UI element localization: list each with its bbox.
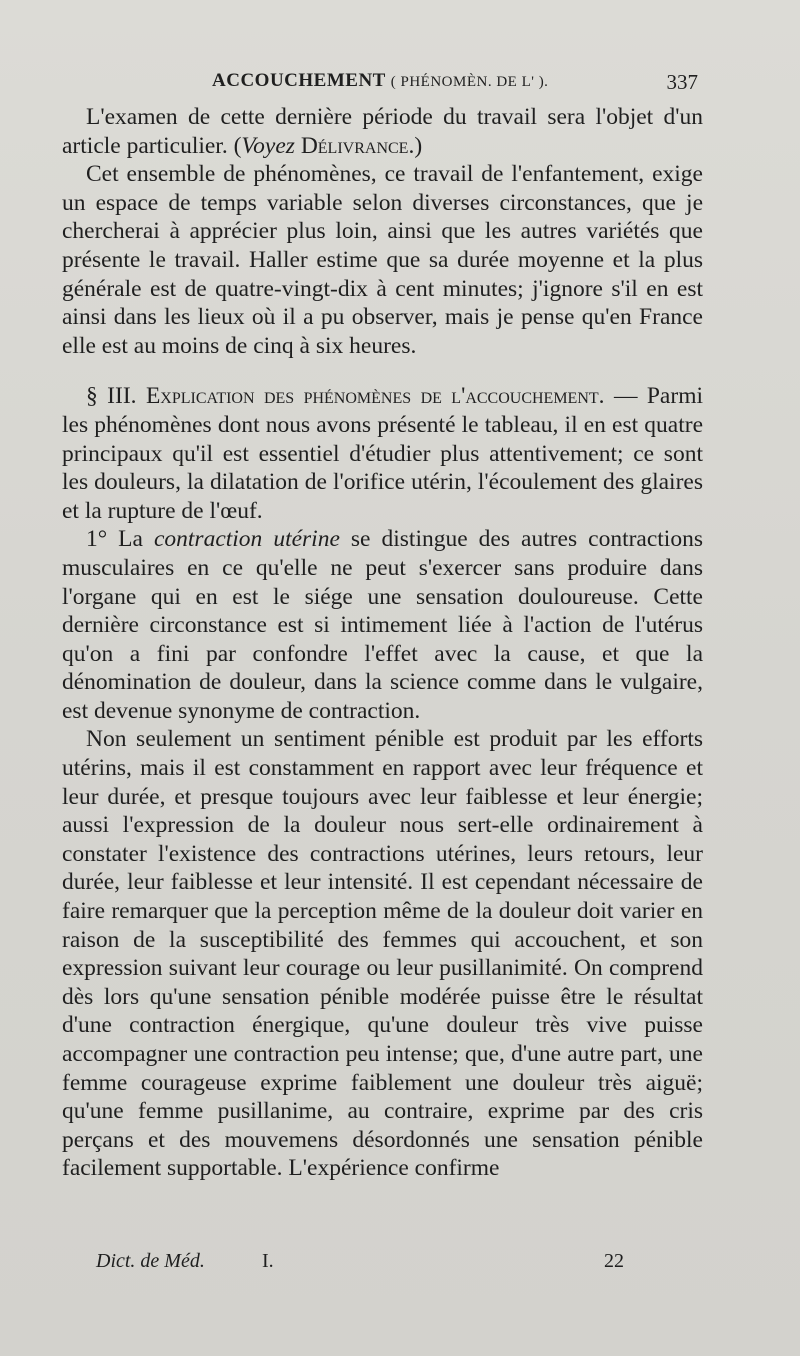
paragraph-1-text: L'examen de cette dernière période du travail sera l'objet d'un article particulier. ( [62, 104, 703, 159]
page-header [0, 60, 800, 100]
page-number: 337 [666, 70, 698, 94]
paragraph-1-end: .) [408, 132, 423, 159]
section-3-paragraph [62, 382, 703, 525]
paragraph-2: Cet ensemble de phénomènes, ce travail de l'enfantement, exige un espace de temps variable selon diverses circonstances, que je chercherai à apprécier plus loin, ainsi que les autres variétés que présente le travail. Haller estime que sa durée moyenne et la plus générale est de quatre-vingt-dix à cent minutes; j'ignore s'il en est ainsi dans les lieux où il a pu observer, mais je pense qu'en France elle est au moins de cinq à six heures. [62, 161, 703, 359]
paragraph-5: Non seulement un sentiment pénible est produit par les efforts utérins, mais il est constamment en rapport avec leur fréquence et leur durée, et presque toujours avec leur faiblesse et leur énergie; aussi l'expression de la douleur nous sert-elle ordinairement à constater l'existence des contractions utérines, leurs retours, leur durée, leur faiblesse et leur intensité. Il est cependant nécessaire de faire remarquer que la perception même de la douleur doit varier en raison de la susceptibilité des femmes qui accouchent, et son expression suivant leur courage ou leur pusillanimité. On comprend dès lors qu'une sensation pénible modérée puisse être le résultat d'une contraction énergique, qu'une douleur très vive puisse accompagner une contraction peu intense; que, d'une autre part, une femme courageuse exprime faiblement une douleur très aiguë; qu'une femme pusillanime, au contraire, exprime par des cris perçans et des mouvemens désordonnés une sensation pénible facilement supportable. L'expérience confirme [62, 726, 703, 1182]
cross-ref-target: Délivrance [300, 132, 409, 159]
section-3-text: — Parmi les phénomènes dont nous avons présenté le tableau, il en est quatre principaux qu'il est essentiel d'étudier plus attentivement; ce sont les douleurs, la dilatation de l'orifice utérin, l'écoulement des glaires et la rupture de l'œuf. [62, 383, 703, 524]
body-text [62, 103, 703, 1183]
running-title [212, 70, 548, 92]
italic-term: contraction utérine [153, 526, 340, 553]
paragraph-4-text: se distingue des autres contractions musculaires en ce qu'elle ne peut s'exercer sans produire dans l'organe qui en est le siége une sensation douloureuse. Cette dernière circonstance est si intimement liée à l'action de l'utérus qu'on a fini par confondre l'effet avec la cause, et que la dénomination de douleur, dans la science comme dans le vulgaire, est devenue synonyme de contraction. [62, 526, 703, 724]
paragraph-1 [62, 103, 703, 160]
footer-work-title: Dict. de Méd. [96, 1250, 205, 1272]
item-number: 1° La [86, 526, 154, 553]
footer-volume: I. [262, 1250, 274, 1272]
paragraph-4 [62, 525, 703, 725]
section-number: § III. [86, 383, 137, 410]
running-title-main: ACCOUCHEMENT [212, 70, 386, 91]
footer-signature: 22 [604, 1250, 624, 1272]
page-footer [0, 1250, 800, 1280]
running-title-sub: ( PHÉNOMÈN. DE L' ). [390, 74, 549, 90]
cross-ref-voyez: Voyez [241, 132, 295, 159]
section-heading: Explication des phénomènes de l'accouchement. [145, 383, 605, 410]
